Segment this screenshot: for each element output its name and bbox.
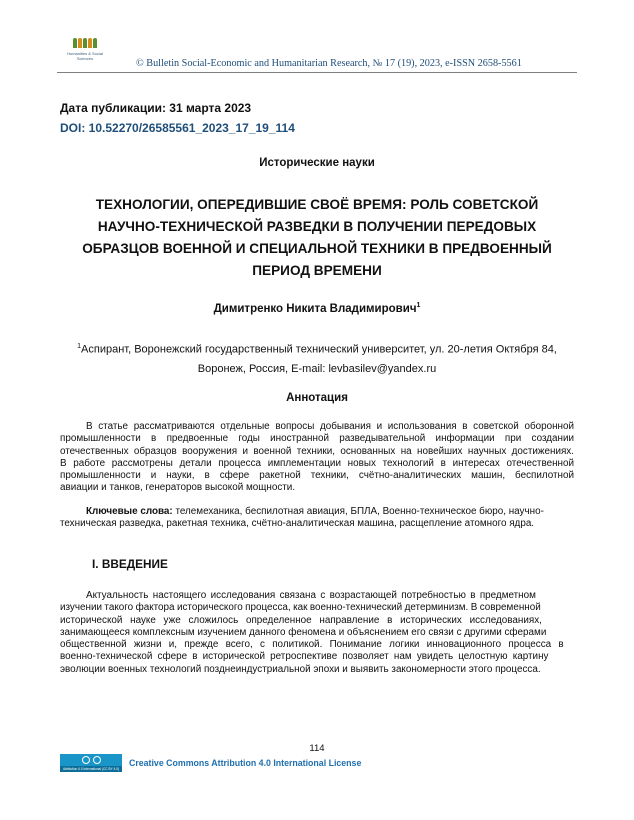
- publication-date: Дата публикации: 31 марта 2023: [60, 101, 252, 115]
- introduction-paragraph: [60, 590, 574, 676]
- license-link[interactable]: Creative Commons Attribution 4.0 International License: [129, 758, 362, 768]
- abstract-line: В статье рассматриваются отдельные вопросы добывания и использования в советской оборонной: [86, 421, 574, 432]
- affiliation-sup: 1: [77, 343, 82, 350]
- abstract-line: отечественных образцов вооружения и военной техники, основанных на новейших научных достижениях.: [60, 445, 574, 457]
- abstract-heading: Аннотация: [286, 392, 348, 404]
- page-number: 114: [309, 743, 325, 754]
- paragraph-line: изучении такого фактора исторического процесса, как военно-технический детерминизм. В современной: [60, 602, 541, 614]
- paragraph-line: эволюции военных технологий позднеиндустриальной эпохи и выявить закономерности этого процесса.: [60, 663, 541, 675]
- paragraph-line: исторической науке уже сложилось определенное направление в исторических исследованиях,: [60, 614, 542, 626]
- paragraph-line: общественной жизни и, прежде всего, с политикой. Понимание логики инновационного процесса в: [60, 639, 564, 651]
- affiliation-line: Воронеж, Россия, E-mail: levbasilev@yandex.ru: [197, 362, 437, 375]
- header-divider: [57, 72, 577, 73]
- article-title: [75, 194, 559, 282]
- cc-license-badge[interactable]: [60, 754, 122, 772]
- keywords-text: телемеханика, беспилотная авиация, БПЛА, Военно-техническое бюро, научно-: [172, 506, 544, 517]
- author-name: Димитренко Никита Владимирович: [213, 302, 417, 315]
- cc-icon: [82, 756, 90, 764]
- title-line: ПЕРИОД ВРЕМЕНИ: [252, 263, 382, 278]
- keywords-text: техническая разведка, ракетная техника, счётно-аналитическая машина, расщепление атомного ядра.: [60, 518, 535, 530]
- journal-header: © Bulletin Social-Economic and Humanitarian Research, № 17 (19), 2023, e-ISSN 2658-5561: [136, 58, 522, 69]
- attribution-icon: [93, 756, 101, 764]
- affiliation-line: Аспирант, Воронежский государственный технический университет, ул. 20-летия Октября 84,: [81, 343, 557, 356]
- abstract-line: В работе рассмотрены детали процесса имплементации новых технологий в интересах отечественной: [60, 457, 574, 469]
- keywords: [60, 506, 574, 531]
- title-line: ТЕХНОЛОГИИ, ОПЕРЕДИВШИЕ СВОЁ ВРЕМЯ: РОЛЬ СОВЕТСКОЙ: [95, 197, 539, 212]
- section-heading-introduction: I. ВВЕДЕНИЕ: [92, 557, 168, 571]
- abstract-line: промышленности в предвоенные годы иностранной разведывательной информации при создании: [60, 433, 574, 445]
- affiliation: [62, 337, 572, 379]
- paragraph-line: занимающееся комплексным изучением данного феномена и объяснением его связи с другими сферами: [60, 626, 547, 638]
- keywords-label: Ключевые слова:: [86, 506, 173, 517]
- section-label: Исторические науки: [259, 157, 375, 169]
- title-line: ОБРАЗЦОВ ВОЕННОЙ И СПЕЦИАЛЬНОЙ ТЕХНИКИ В ПРЕДВОЕННЫЙ: [82, 241, 552, 256]
- logo-text: Humanities & Social Sciences: [67, 51, 103, 61]
- abstract-text: [60, 421, 574, 495]
- abstract-line: промышленности и науки, в сфере ракетной техники, счётно-аналитических машин, беспилотной: [60, 470, 574, 482]
- author: [0, 302, 634, 315]
- cc-badge-text: Attribution 4.0 International (CC BY 4.0): [60, 766, 122, 772]
- author-sup: 1: [416, 302, 421, 309]
- logo-figures-icon: [60, 38, 110, 50]
- doi-link[interactable]: DOI: 10.52270/26585561_2023_17_19_114: [60, 121, 295, 135]
- abstract-line: авиации и танков, генераторов высокой мощности.: [60, 482, 296, 494]
- paragraph-line: Актуальность настоящего исследования связана с возрастающей потребностью в предметном: [86, 590, 536, 601]
- paragraph-line: военно-технической сфере в исторической ретроспективе позволяет нам увидеть целостную картину: [60, 651, 549, 663]
- journal-logo: [60, 38, 110, 61]
- title-line: НАУЧНО-ТЕХНИЧЕСКОЙ РАЗВЕДКИ В ПОЛУЧЕНИИ ПЕРЕДОВЫХ: [97, 219, 537, 234]
